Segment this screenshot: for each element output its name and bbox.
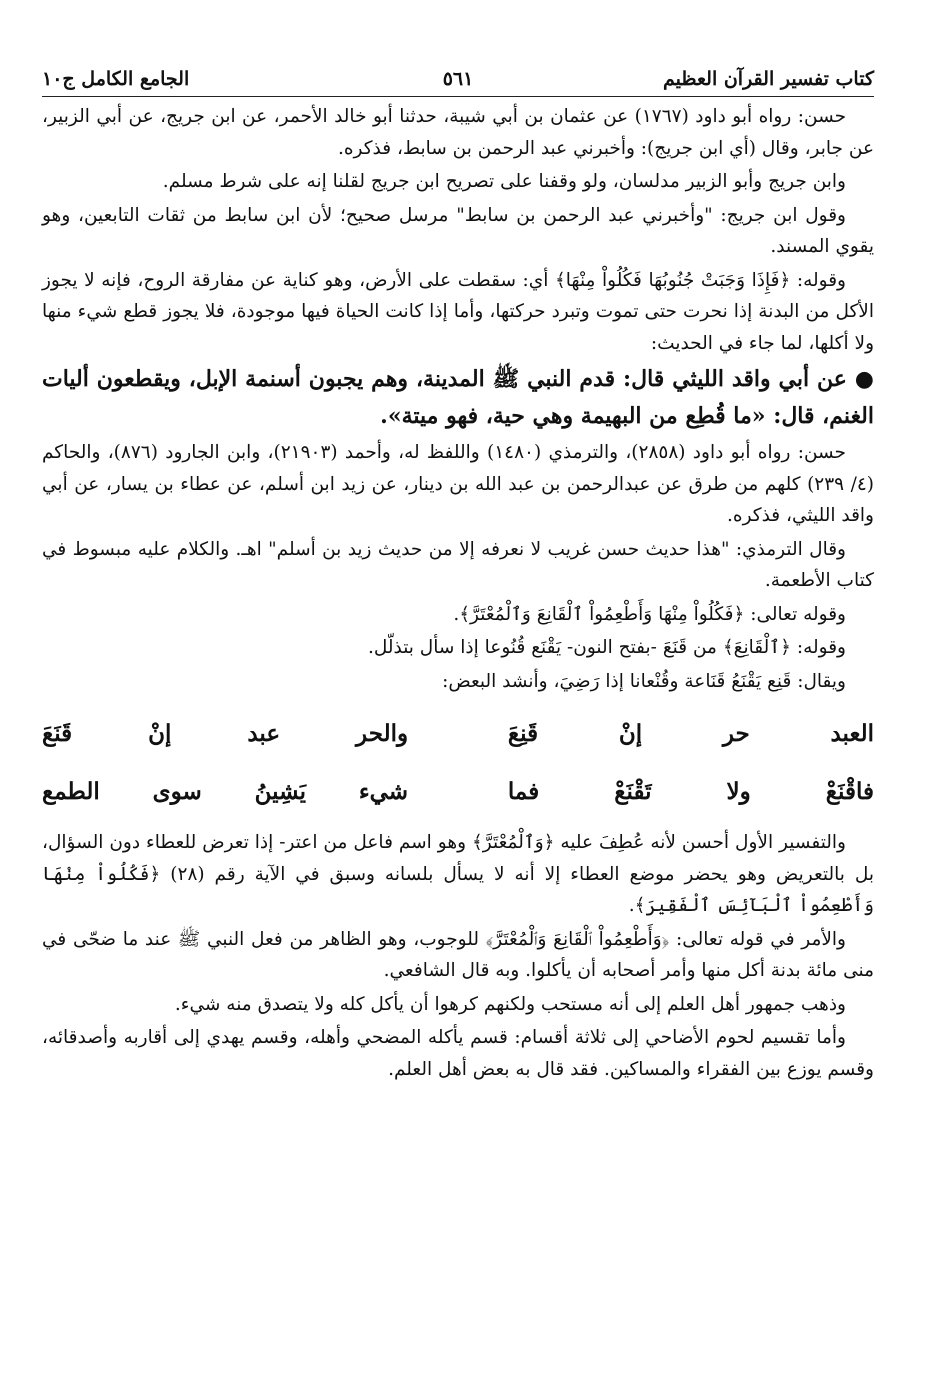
- paragraph: وذهب جمهور أهل العلم إلى أنه مستحب ولكنهم كرهوا أن يأكل كله ولا يتصدق منه شيء.: [174, 993, 846, 1015]
- volume-label: الجامع الكامل ج١٠: [42, 68, 190, 90]
- hadith-paragraph: ● عن أبي واقد الليثي قال: قدم النبي ﷺ المدينة، وهم يجبون أسنمة الإبل، ويقطعون أليات الغنم، قال: «ما قُطِع من البهيمة وهي حية، فهو ميتة».: [42, 366, 874, 429]
- paragraph: وقال الترمذي: "هذا حديث حسن غريب لا نعرفه إلا من حديث زيد بن أسلم" اهـ. والكلام عليه مبسوط في كتاب الأطعمة.: [42, 538, 874, 591]
- poem-verse: [42, 763, 874, 821]
- paragraph: وأما تقسيم لحوم الأضاحي إلى ثلاثة أقسام: قسم يأكله المضحي وأهله، وقسم يهدي إلى أقاربه وأصدقائه، وقسم يوزع بين الفقراء والمساكين. فقد قال به بعض أهل العلم.: [42, 1027, 874, 1080]
- paragraph: حسن: رواه أبو داود (١٧٦٧) عن عثمان بن أبي شيبة، حدثنا أبو خالد الأحمر، عن ابن جريج، عن أبي الزبير، عن جابر، وقال (أي ابن جريج): وأخبرني عبد الرحمن بن سابط، فذكره.: [42, 106, 874, 159]
- poem-hemistich-left: والحر عبد إنْ قَنَعَ: [42, 720, 409, 747]
- poem-verse: [42, 705, 874, 763]
- paragraph: وقوله: ﴿ٱلْقَانِعَ﴾ من قَنَعَ -بفتح النون- يَقْنَع قُنُوعا إذا سأل بتذلّل.: [367, 637, 846, 658]
- paragraph: والتفسير الأول أحسن لأنه عُطِفَ عليه ﴿وَٱلْمُعْتَرَّ﴾ وهو اسم فاعل من اعتر- إذا تعرض للعطاء دون السؤال، بل بالتعريض وهو يحضر موضع العطاء إلا أنه لا يسأل بلسانه وسبق في الآية رقم (٢٨) ﴿فَكُلُواْ مِنْهَا وَأَطْعِمُواْ ٱلْبَآئِسَ ٱلْفَقِيرَ﴾.: [42, 832, 874, 916]
- paragraph: وقوله: ﴿فَإِذَا وَجَبَتْ جُنُوبُهَا فَكُلُواْ مِنْهَا﴾ أي: سقطت على الأرض، وهو كناية عن مفارقة الروح، فإنه لا يجوز الأكل من البدنة إذا نحرت حتى تموت وتبرد حركتها، وأما إذا كانت الحياة فيها موجودة، فلا يجوز قطع شيء منها ولا أكلها، لما جاء في الحديث:: [42, 269, 874, 354]
- poem-hemistich-right: فاقْنَعْ ولا تَقْنَعْ فما: [507, 778, 874, 805]
- poem: [42, 705, 874, 821]
- book-title: كتاب تفسير القرآن العظيم: [663, 68, 874, 90]
- poem-hemistich-left: شيء يَشِينُ سوى الطمع: [42, 778, 409, 805]
- paragraph: وابن جريج وأبو الزبير مدلسان، ولو وقفنا على تصريح ابن جريج لقلنا إنه على شرط مسلم.: [162, 171, 846, 192]
- paragraph: وقوله تعالى: ﴿فَكُلُواْ مِنْهَا وَأَطْعِمُواْ ٱلْقَانِعَ وَٱلْمُعْتَرَّ﴾.: [453, 603, 846, 625]
- page-number: ٥٦١: [442, 68, 474, 90]
- book-page: [42, 62, 874, 1352]
- poem-hemistich-right: العبد حر إنْ قَنِعَ: [507, 720, 874, 747]
- paragraph: حسن: رواه أبو داود (٢٨٥٨)، والترمذي (١٤٨٠) واللفظ له، وأحمد (٢١٩٠٣)، وابن الجارود (٨٧٦)، والحاكم (٤/ ٢٣٩) كلهم من طرق عن عبدالرحمن بن عبد الله بن دينار، عن زيد ابن أسلم، عن عطاء بن يسار، عن أبي واقد الليثي، فذكره.: [42, 442, 874, 526]
- paragraph: ويقال: قَنِع يَقْنَعُ قَنَاعة وقُنْعانا إذا رَضِيَ، وأنشد البعض:: [442, 670, 846, 692]
- page-body: [42, 97, 874, 1085]
- paragraph: وقول ابن جريج: "وأخبرني عبد الرحمن بن سابط" مرسل صحيح؛ لأن ابن سابط من ثقات التابعين، وهو يقوي المسند.: [42, 204, 874, 257]
- paragraph: والأمر في قوله تعالى: ﴿وَأَطْعِمُواْ ٱلْقَانِعَ وَٱلْمُعْتَرَّ﴾ للوجوب، وهو الظاهر من فعل النبي ﷺ عند ما ضحّى في منى مائة بدنة أكل منها وأمر أصحابه أن يأكلوا. وبه قال الشافعي.: [42, 928, 874, 981]
- page-header: [42, 62, 874, 97]
